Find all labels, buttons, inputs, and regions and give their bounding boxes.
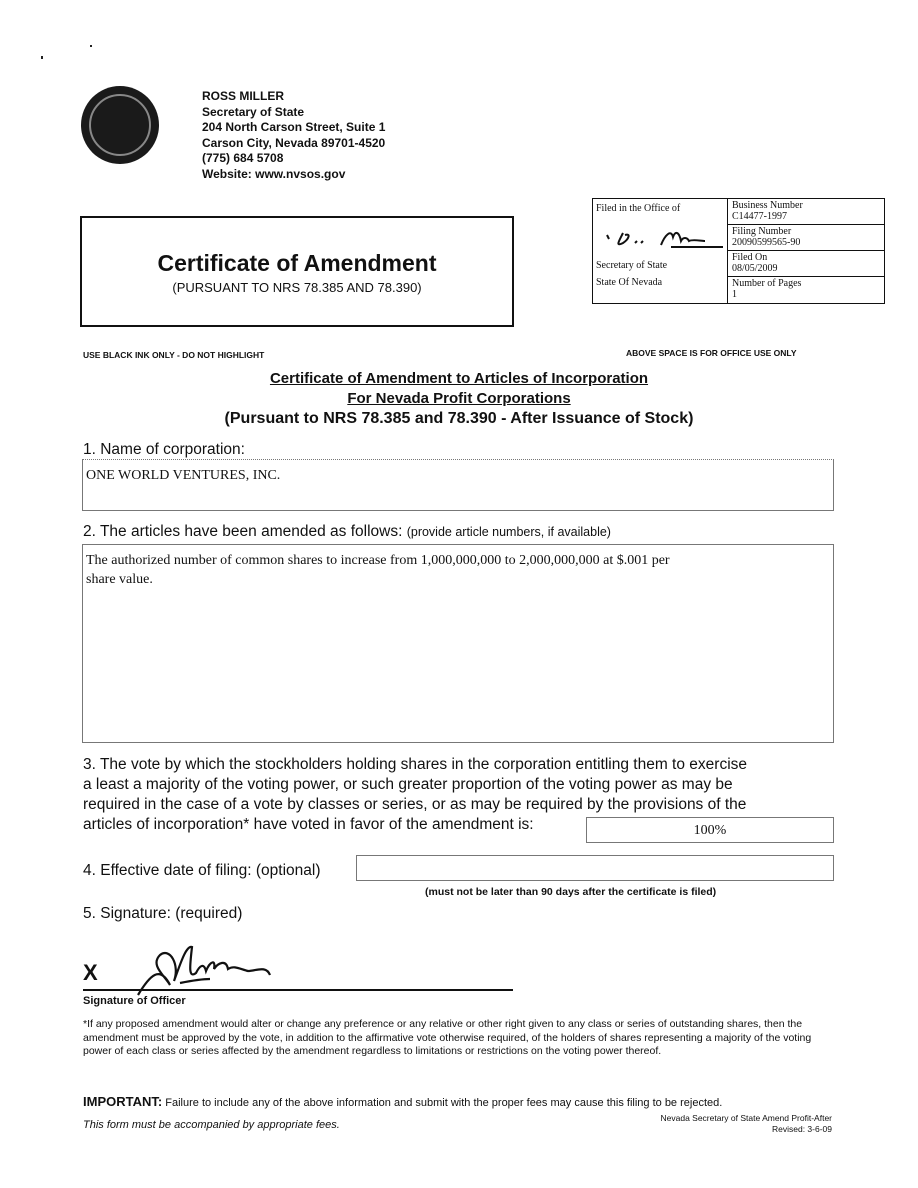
- amendment-label-text: 2. The articles have been amended as follows:: [83, 523, 403, 540]
- state-of-nevada-label: State Of Nevada: [596, 277, 663, 288]
- number-of-pages-value: 1: [732, 289, 737, 300]
- filed-on-value: 08/05/2009: [732, 263, 778, 274]
- certificate-title: Certificate of Amendment: [157, 250, 437, 276]
- signature-of-officer-label: Signature of Officer: [83, 995, 186, 1007]
- nevada-seal-icon: [81, 86, 159, 164]
- phone-number: (775) 684 5708: [202, 151, 284, 165]
- filed-in-label: Filed in the Office of: [596, 203, 681, 214]
- form-heading-line-1: Certificate of Amendment to Articles of Incorporation: [269, 370, 649, 387]
- amendment-text: [86, 551, 670, 589]
- form-heading-line-2: For Nevada Profit Corporations: [347, 390, 571, 407]
- secretary-of-state-label: Secretary of State: [596, 260, 668, 271]
- amendment-footnote: *If any proposed amendment would alter or change any preference or any relative or other right given to any class or series of outstanding shares, then the amendment must be approved by the vote, in addition to the affirmative vote otherwise required, of the holders of shares representing a majority of the voting power of each class or series affected by the amendment regardless to limitations or restrictions on the voting power thereof.: [83, 1018, 812, 1057]
- vote-percentage-value: 100%: [693, 823, 727, 838]
- business-number-value: C14477-1997: [732, 211, 787, 222]
- corporation-name-value: ONE WORLD VENTURES, INC.: [86, 468, 281, 483]
- important-label: IMPORTANT:: [83, 1094, 163, 1109]
- secretary-signature-icon: [601, 225, 725, 253]
- business-number-cell: [728, 199, 884, 225]
- form-name: Nevada Secretary of State Amend Profit-After: [660, 1113, 832, 1123]
- vote-line-3: required in the case of a vote by classes or series, or as may be required by the provisions of the: [83, 796, 747, 813]
- corporation-name-label: 1. Name of corporation:: [83, 441, 245, 458]
- effective-date-field[interactable]: [356, 855, 834, 881]
- effective-date-label: 4. Effective date of filing: (optional): [83, 862, 321, 879]
- secretary-name: ROSS MILLER: [202, 89, 285, 103]
- number-of-pages-label: Number of Pages: [732, 278, 802, 289]
- business-number-label: Business Number: [732, 200, 803, 211]
- scan-speck: [41, 56, 43, 59]
- form-revised: Revised: 3-6-09: [771, 1124, 832, 1134]
- important-notice: [83, 1094, 843, 1109]
- office-stamp-cell: [593, 199, 728, 303]
- filed-on-cell: [728, 251, 884, 277]
- certificate-subtitle: (PURSUANT TO NRS 78.385 AND 78.390): [172, 280, 422, 295]
- filing-number-label: Filing Number: [732, 226, 792, 237]
- certificate-title-box: [80, 216, 514, 327]
- secretary-of-state-header: [202, 89, 385, 182]
- vote-line-1: 3. The vote by which the stockholders holding shares in the corporation entitling them to exercise: [83, 756, 748, 773]
- amendment-text-field[interactable]: [82, 544, 834, 743]
- form-footer: [560, 1113, 832, 1135]
- form-heading-line-3: (Pursuant to NRS 78.385 and 78.390 - After Issuance of Stock): [224, 410, 694, 427]
- website-link[interactable]: Website: www.nvsos.gov: [202, 166, 346, 181]
- fees-note: This form must be accompanied by appropriate fees.: [83, 1119, 340, 1131]
- office-use-note: ABOVE SPACE IS FOR OFFICE USE ONLY: [626, 348, 797, 358]
- filed-on-label: Filed On: [732, 252, 768, 263]
- office-filing-table: [592, 198, 885, 304]
- amendment-text-line-1: The authorized number of common shares to increase from 1,000,000,000 to 2,000,000,000 at $.001 per: [86, 553, 670, 568]
- amendment-hint: (provide article numbers, if available): [406, 525, 611, 539]
- address-line-2: Carson City, Nevada 89701-4520: [202, 135, 386, 150]
- ink-instruction: USE BLACK INK ONLY - DO NOT HIGHLIGHT: [83, 350, 265, 360]
- corporation-name-field[interactable]: [82, 459, 834, 511]
- amendment-label: [83, 522, 611, 542]
- signature-x-mark: X: [83, 960, 98, 985]
- secretary-title: Secretary of State: [202, 104, 305, 119]
- seal-ring: [89, 94, 151, 156]
- effective-date-note: (must not be later than 90 days after the certificate is filed): [425, 886, 717, 898]
- filing-number-value: 20090599565-90: [732, 237, 801, 248]
- signature-section-label: 5. Signature: (required): [83, 905, 243, 922]
- number-of-pages-cell: [728, 277, 884, 303]
- address-line-1: 204 North Carson Street, Suite 1: [202, 120, 386, 134]
- signature-line: [83, 989, 513, 991]
- vote-line-4: articles of incorporation* have voted in favor of the amendment is:: [83, 816, 534, 833]
- filing-number-cell: [728, 225, 884, 251]
- vote-line-2: a least a majority of the voting power, or such greater proportion of the voting power as may be: [83, 776, 733, 793]
- vote-percentage-field[interactable]: [586, 817, 834, 843]
- scan-speck: [90, 45, 92, 47]
- amendment-text-line-2: share value.: [86, 572, 153, 587]
- important-text: Failure to include any of the above information and submit with the proper fees may cause this filing to be rejected.: [165, 1097, 723, 1109]
